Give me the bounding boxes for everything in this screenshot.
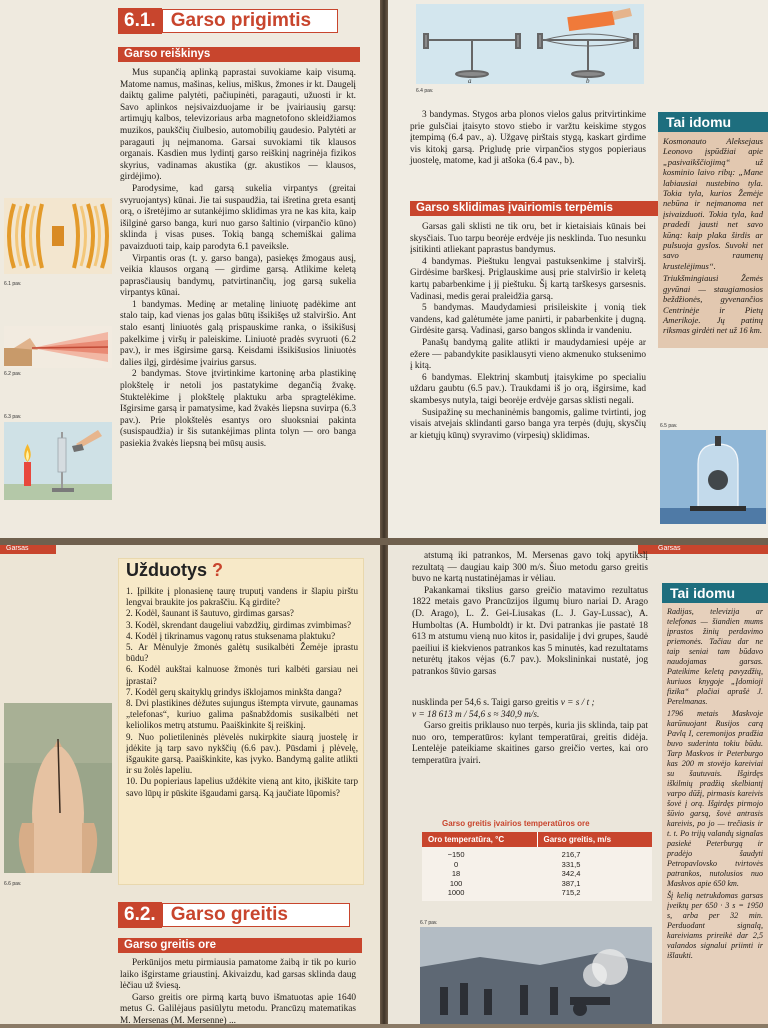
body-text (410, 222, 646, 442)
table-cell: 387,1 (561, 878, 581, 888)
table-row (422, 869, 652, 879)
formula: v = 18 613 m / 54,6 s ≈ 340,9 m/s. (412, 709, 540, 720)
paragraph: 3 bandymas. Stygos arba plonos vielos galus pritvirtinkime prie gulsčiai įtaisyto stovo stiebo ir varžtu keiskime stygos įtempimą (6.4 pav., a). Užgavę pirštais stygą, kaskart girdime vis kitokį garsą. Prigludę prie virpančios stygos popieriaus juostelę, matome, kad ji atšoka (6.4 pav., b). (410, 110, 646, 167)
sidebar-heading: Tai idomu (658, 112, 768, 132)
task-title: Užduotys (126, 560, 207, 580)
paragraph: Garso greitis ore pirmą kartą buvo išmatuotas apie 1640 metus G. Galilėjaus pasiūlytu metodu. Prancūzų matematikas M. Mersenas (M. Mersenne) ... (120, 992, 356, 1026)
paragraph: atstumą iki patrankos, M. Mersenas gavo tokį apytikslį rezultatą — daugiau kaip 300 m/s. Šiuo metodu garso greitis buvo ne kartą nustatinėjamas ir vėliau. (412, 551, 648, 585)
table-header-cell: Oro temperatūra, °C (428, 835, 505, 844)
page-band: Garsas (0, 543, 56, 554)
paragraph: 1 bandymas. Medinę ar metalinę liniuotę padėkime ant stalo taip, kad vienas jos galas būtų išsikišęs už stalviršio. Ant stalo esantį liniuotės galą prispauskime ranka, o išsikišusį pakelkime į viršų ir paleiskime. Liniuotė pradės svyruoti (6.2 pav.), ir mes išgirsime garsą. Keisdami išsikišusios liniuotės dalies ilgį, girdėsime įvairius garsus. (120, 299, 356, 368)
figure-caption: 6.1 pav. (4, 281, 22, 287)
task-item: 3. Kodėl, skrendant daugeliui vabzdžių, girdimas zvimbimas? (126, 619, 352, 630)
paragraph: Garsas gali sklisti ne tik oru, bet ir kietaisiais kūnais bei skysčiais. Tuo tarpu beorėje erdvėje jis nesklinda. Tuo nesunku įsitikinti atliekant paprastus bandymus. (410, 222, 646, 256)
speed-table (422, 832, 652, 901)
table-title: Garso greitis įvairios temperatūros ore (442, 819, 590, 828)
body-text (412, 698, 648, 768)
paragraph: 5 bandymas. Maudydamiesi prisileiskite į vonią tiek vandens, kad galėtumėte jame panirti, ir pabarbenkite į dugną. Girdėsite garsą. Vadinasi, garso bangos sklinda ir vandeniu. (410, 303, 646, 337)
paragraph: Pakankamai tikslius garso greičio matavimo rezultatus 1822 metais gavo Prancūzijos ilgumų biuro nariai D. Arago (D. Arago), L. Ž. Gei-Liusakas (L. J. Gay-Lussac), A. Humboltas (A. Humboldt) ir kt. Dvi patrankas jie pastatė 18 613 m atstumu vieną nuo kitos ir, pasidalije į dvi grupes, šaudė paeiliui iš kiekvienos patrankos kas 5 minutės, kad rezultatams neturėtų įtakos vėjas (6.7 pav.). Mokslininkai nustatė, jog patrankos šūvio garsas (412, 585, 648, 677)
task-item: 8. Dvi plastikines dėžutes sujungus ištempta virvute, gaunamas „telefonas“, kuriuo galima pašnabždomis susikalbėti net keliolikos metrų atstumu. Paaiškinkite šį reiškinį. (126, 698, 358, 731)
book-gutter (380, 0, 388, 1024)
section-number: 6.2. (118, 902, 162, 928)
table-header-cell: Garso greitis, m/s (537, 832, 653, 847)
sidebar-paragraph: Kosmonauto Aleksejaus Leonovo įspūdžiai apie „pasivaikščiojimą“ už kosminio laivo ribų: „Mane labiausiai nustebino tyla. Tokia tyla, kurios Žemėje nebūna ir neįmanoma net įsivaizduoti. Tokia tyla, kad pradedi jausti net savo kūną: kaip plaka širdis ar pulsuoja gyslos. Suvoki net savo raumenų krustelėjimus“. (663, 136, 763, 271)
section-name: Garso prigimtis (162, 9, 338, 33)
paragraph (412, 698, 648, 710)
question-mark-icon: ? (212, 560, 224, 580)
table-cell: 1000 (447, 888, 465, 897)
text-run: nusklinda per 54,6 s. Taigi garso greitis (412, 698, 559, 708)
label-a: a (468, 77, 472, 84)
figure-sound-wave (4, 198, 112, 274)
task-item: 4. Kodėl į tikrinamus vagonų ratus stuksenama plaktuku? (126, 630, 336, 641)
figure-cannon-scene (420, 927, 652, 1024)
subheading-garso-sklidimas: Garso sklidimas įvairiomis terpėmis (410, 201, 660, 216)
table-cell: 100 (449, 878, 463, 888)
task-list (126, 586, 358, 799)
figure-hands-blowing (4, 703, 112, 873)
task-item: 1. Įpilkite į plonasienę taurę truputį vandens ir šlapiu pirštu lengvai braukite jos pakraščiu. Ką girdite? (126, 586, 358, 608)
subheading-garso-greitis-ore: Garso greitis ore (118, 938, 362, 953)
paragraph: Mus supančią aplinką paprastai suvokiame kaip visumą. Matome namus, mašinas, kelius, miškus, žmones ir kt. Daugelį daiktų galime palytėti, pačiupinėti, paragauti, užuosti ir kt. Savo aplinkos nejsivaizduojame ir be įvairiausių garsų: artimųjų kalbos, televizoriaus arba magnetofono skleidžiamos muzikos, paukščių čiulbesio, automobilių gaudesio. Palytėti ar paragauti jų neįmanoma. Garsai suvokiami tik klausos organais. Kasdien mus lydintį garso reiškinį nagrinėja fizikos skyrius, vadinamas akustika (gr. akustikos — klausos, girdėjimo). (120, 68, 356, 183)
subheading-garso-reiskinys: Garso reiškinys (118, 47, 360, 62)
body-text (412, 551, 648, 679)
section-title-6-1 (118, 8, 338, 34)
sidebar-tai-idomu (662, 583, 768, 1024)
sidebar-paragraph: Triukšmingiausi Žemės gyvūnai — staugiamosios beždžionės, gyvenančios Centrinėje ir Pietų Amerikoje. Jų patinų riksmas girdėti net už 16 km. (663, 273, 763, 336)
page-divider (0, 538, 768, 545)
paragraph: 4 bandymas. Pieštuku lengvai pastuksenkime į stalviršį. Girdėsime barškesį. Priglauskime ausį prie stalviršio ir keletą kartų pabarbenkime į jį pieštuku. Šį kartą tarškesys garsesnis. Vadinasi, medis gerai praleidžia garsą. (410, 256, 646, 302)
task-item: 2. Kodėl, šaunant iš šautuvo, girdimas garsas? (126, 608, 294, 619)
label-b: b (586, 77, 590, 84)
sidebar-paragraph: Šį kelią netrukdomas garsas įveiktų per 650 · 3 s = 1950 s, arba per 32 min. Perduodant signalą, kareiviams prireikė dar 2,5 valandos signalui priimti ir išlaukti. (667, 891, 763, 960)
body-text (120, 958, 356, 1028)
paragraph: Susipažinę su mechaninėmis bangomis, galime tvirtinti, jog visais atvejais sklindanti garso banga yra terpės (dujų, skysčių ar kietųjų kūnų) svyravimo (virpesių) sklidimas. (410, 407, 646, 441)
task-item: 10. Du popieriaus lapelius uždėkite vieną ant kito, įkiškite tarp savo lūpų ir pūskite išgaudami garsą. Ką jaučiate lūpomis? (126, 776, 358, 798)
table-cell: 18 (451, 869, 461, 878)
figure-caption: 6.7 pav. (420, 920, 438, 926)
figure-caption: 6.4 pav. (416, 88, 434, 94)
section-name: Garso greitis (162, 903, 350, 927)
sidebar-text (658, 132, 768, 342)
section-number: 6.1. (118, 8, 162, 34)
task-item: 5. Ar Mėnulyje žmonės galėtų susikalbėti Žemėje įprastu būdu? (126, 642, 358, 664)
figure-ruler-vibration (4, 326, 112, 368)
task-item: 9. Nuo polietileninės plėvelės nukirpkite siaurą juostelę ir įdėkite ją tarp savo nykščių (6.6 pav.). Pūsdami į plėvelę, išgaukite garsą. Paaiškinkite, kas įvyko. Bandymą galite atlikti ir su žolės lapeliu. (126, 731, 358, 776)
figure-candle-experiment (4, 422, 112, 500)
body-text (410, 110, 646, 168)
paragraph: Garso greitis priklauso nuo terpės, kuria jis sklinda, taip pat nuo oro, temperatūros: kylant temperatūrai, greitis didėja. Lentelėje pateikiame skaitines garso greičio vertes, kai oro temperatūra įvairi. (412, 721, 648, 766)
table-row (422, 888, 652, 898)
page-band: Garsas (638, 543, 768, 554)
table-cell: 331,5 (561, 859, 581, 869)
task-item: 7. Kodėl gerų skaityklų grindys išklojamos minkšta danga? (126, 686, 342, 697)
table-body (422, 847, 652, 901)
table-header (422, 832, 652, 847)
paragraph: 2 bandymas. Stove įtvirtinkime kartoninę arba plastikinę plokštelę ir netoli jos pastatykime degančią žvakę. Stuktelėkime į plokštelę plaktuku arba spragtelėkime. Išgirsime garsą ir pamatysime, kad žvakės liepsna suvirpa (6.3 pav.). Prie plokštelės esantys oro sluoksniai pakinta (susispaudžia) ir šis sutankėjimas plinta tolyn — oro banga pasiekia žvakės liepsną bei mūsų ausis. (120, 369, 356, 449)
formula-inline: v = s / t ; (560, 698, 595, 708)
task-item: 6. Kodėl aukštai kalnuose žmonės turi kalbėti garsiau nei įprastai? (126, 664, 358, 686)
paragraph: Parodysime, kad garsą sukelia virpantys (greitai svyruojantys) kūnai. Jie tai suspaudžia, tai išretina greta esantį orą, o išretėjimo ar sutankėjimo sklidimas yra ne kas kita, kaip išilginė garso banga, kuri nuo garso šaltinio (virpančio kūno) sklinda į visas puses. Tokią bangą schemiškai galima pavaizduoti taip, kaip parodyta 6.1 paveiksle. (120, 183, 356, 252)
sidebar-heading: Tai idomu (662, 583, 768, 603)
paragraph: Virpantis oras (t. y. garso banga), pasiekęs žmogaus ausį, veikia klausos organą — girdime garsą. Atlikime keletą paprasčiausių bandymų, patvirtinančių, jog garsą sukelia virpantys kūnai. (120, 253, 356, 299)
table-cell: 0 (453, 859, 459, 869)
table-cell: 342,4 (561, 869, 581, 878)
section-title-6-2 (118, 902, 350, 928)
figure-caption: 6.2 pav. (4, 371, 22, 377)
paragraph: 6 bandymas. Elektrinį skambutį įtaisykime po specialiu uždaru gaubtu (6.5 pav.). Traukdami iš jo orą, išgirsime, kad skambesys nutyla, taigi beorėje erdvėje garsas sklisti negali. (410, 372, 646, 406)
page-top-right (386, 0, 768, 540)
table-cell: 715,2 (561, 888, 581, 897)
sidebar-paragraph: 1796 metais Maskvoje karūnuojant Rusijos carą Pavlą I, ceremonijos pradžia buvo suderinta tokiu būdu. Tarp Maskvos ir Peterburgo kas 200 m stovėjo kareiviai su šautuvais. Išgirdęs iškilmių pradžią skelbiantį varpo dūžį, pirmasis kareivis šovė į orą. Išgirdęs pirmojo šūvio garsą, šovė antrasis kareivis, po jo — trečiasis ir t. t. Po trijų valandų signalas pasiekė Peterburgą ir pradėjo šaudyti Petropavlovsko tvirtovės patrankos, nutolusios nuo Maskvos apie 650 km. (667, 709, 763, 888)
figure-caption: 6.5 pav. (660, 423, 678, 429)
figure-caption: 6.3 pav. (4, 414, 22, 420)
figure-bell-jar (660, 430, 766, 524)
figure-string-apparatus (416, 4, 644, 84)
figure-caption: 6.6 pav. (4, 881, 22, 887)
table-row (422, 860, 652, 870)
sidebar-tai-idomu (658, 112, 768, 348)
sidebar-text (662, 603, 768, 967)
table-cell: 216,7 (561, 850, 581, 859)
page-bottom-right (386, 543, 768, 1024)
sidebar-paragraph: Radijas, televizija ar telefonas — šiandien mums įprastos žinių perdavimo priemonės. Tačiau dar ne taip seniai tam būdavo naudojamas garsas. Pateikime keletą pavyzdžių, kuriuos knygoje „Įdomioji fizika“ plačiai aprašė J. Perelmanas. (667, 607, 763, 706)
task-heading (126, 560, 223, 581)
table-row (422, 879, 652, 889)
table-cell: −150 (447, 850, 465, 859)
page-top-left (0, 0, 382, 540)
body-text (120, 68, 356, 451)
table-row (422, 850, 652, 860)
paragraph: Perkūnijos metu pirmiausia pamatome žaibą ir tik po kurio laiko išgirstame griaustinį. Akivaizdu, kad garsas sklinda daug lėčiau už šviesą. (120, 958, 356, 992)
paragraph: Panašų bandymą galite atlikti ir maudydamiesi upėje ar ežere — pabandykite pasiklausyti vieno akmenuko stuksenimo į kitą. (410, 337, 646, 372)
